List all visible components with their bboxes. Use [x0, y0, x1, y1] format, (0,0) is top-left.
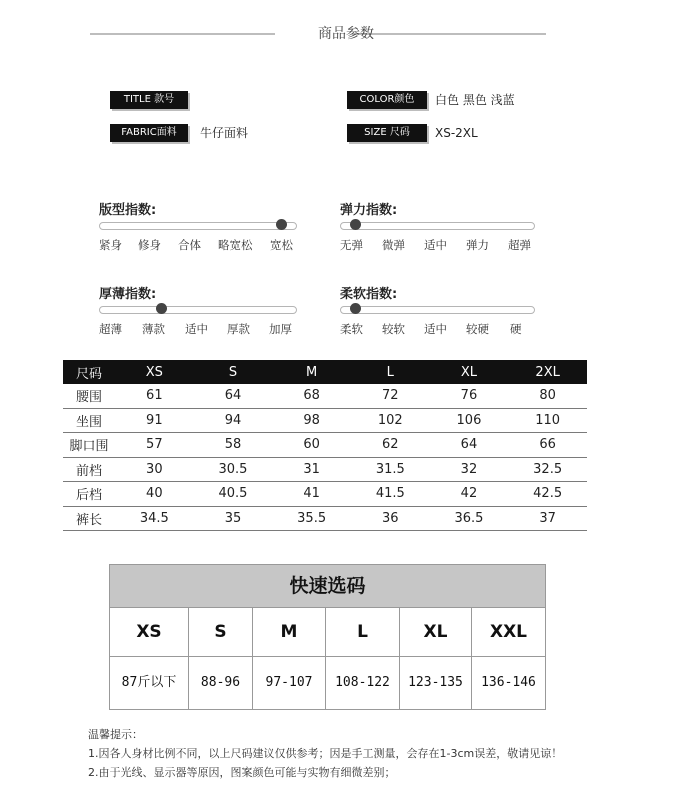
table-row	[63, 384, 587, 408]
fit-label: 修身	[138, 238, 161, 252]
table-cell: 30.5	[194, 457, 273, 482]
quick-weight-cell: 108-122	[326, 656, 400, 709]
fit-index-track	[99, 222, 297, 230]
quick-size-cell: XL	[400, 607, 472, 656]
table-cell: 32.5	[508, 457, 587, 482]
notes-line: 2.由于光线、显示器等原因，图案颜色可能与实物有细微差别；	[88, 766, 396, 779]
table-cell: 40.5	[194, 482, 273, 507]
softness-index-track	[340, 306, 535, 314]
table-cell: 34.5	[115, 506, 194, 531]
fabric-value: 牛仔面料	[200, 126, 249, 140]
size-value: XS-2XL	[435, 126, 478, 140]
table-cell: 腰围	[63, 384, 115, 408]
size-table-header-row	[63, 360, 587, 384]
size-table-header: XL	[430, 360, 509, 384]
size-table-header: S	[194, 360, 273, 384]
stretch-index-track	[340, 222, 535, 230]
table-cell: 脚口围	[63, 433, 115, 458]
table-cell: 36.5	[430, 506, 509, 531]
table-cell: 80	[508, 384, 587, 408]
quick-size-cell: XXL	[472, 607, 545, 656]
table-cell: 102	[351, 408, 430, 433]
quick-weight-cell: 123-135	[400, 656, 472, 709]
quick-weight-cell: 136-146	[472, 656, 545, 709]
thickness-label: 加厚	[269, 322, 292, 336]
table-cell: 后档	[63, 482, 115, 507]
stretch-label: 超弹	[508, 238, 531, 252]
size-table-header: L	[351, 360, 430, 384]
softness-label: 柔软	[340, 322, 363, 336]
quick-weight-cell: 97-107	[253, 656, 326, 709]
table-cell: 裤长	[63, 506, 115, 531]
page-title: 商品参数	[318, 26, 374, 42]
fit-label: 合体	[178, 238, 201, 252]
softness-index-knob	[350, 303, 361, 314]
fit-label: 紧身	[99, 238, 122, 252]
quick-select-box	[109, 564, 546, 710]
thickness-label: 超薄	[99, 322, 122, 336]
table-row	[63, 408, 587, 433]
fit-index-title: 版型指数:	[99, 203, 157, 218]
stretch-label: 无弹	[340, 238, 363, 252]
table-cell: 42	[430, 482, 509, 507]
notes	[88, 725, 562, 782]
table-cell: 坐围	[63, 408, 115, 433]
table-cell: 64	[194, 384, 273, 408]
softness-label: 较硬	[466, 322, 489, 336]
table-cell: 57	[115, 433, 194, 458]
quick-weight-cell: 87斤以下	[110, 656, 189, 709]
size-table	[63, 360, 587, 531]
table-row	[63, 433, 587, 458]
fit-label: 宽松	[270, 238, 293, 252]
table-cell: 110	[508, 408, 587, 433]
thickness-label: 适中	[185, 322, 208, 336]
table-cell: 31.5	[351, 457, 430, 482]
table-cell: 30	[115, 457, 194, 482]
size-table-header: M	[272, 360, 351, 384]
table-cell: 前档	[63, 457, 115, 482]
table-row	[63, 506, 587, 531]
color-tag: COLOR颜色	[347, 91, 427, 109]
thickness-index-track	[99, 306, 297, 314]
stretch-label: 微弹	[382, 238, 405, 252]
softness-index-title: 柔软指数:	[340, 287, 398, 302]
table-cell: 94	[194, 408, 273, 433]
stretch-label: 适中	[424, 238, 447, 252]
table-cell: 35.5	[272, 506, 351, 531]
title-tag: TITLE 款号	[110, 91, 188, 109]
table-cell: 42.5	[508, 482, 587, 507]
table-cell: 35	[194, 506, 273, 531]
thickness-label: 厚款	[227, 322, 250, 336]
table-cell: 31	[272, 457, 351, 482]
size-tag: SIZE 尺码	[347, 124, 427, 142]
table-row	[63, 457, 587, 482]
thickness-index-knob	[156, 303, 167, 314]
table-row	[63, 482, 587, 507]
table-cell: 66	[508, 433, 587, 458]
table-cell: 41	[272, 482, 351, 507]
table-cell: 62	[351, 433, 430, 458]
notes-heading: 温馨提示：	[88, 728, 143, 741]
softness-label: 硬	[510, 322, 522, 336]
quick-size-cell: L	[326, 607, 400, 656]
table-cell: 106	[430, 408, 509, 433]
table-cell: 64	[430, 433, 509, 458]
table-cell: 60	[272, 433, 351, 458]
stretch-index-title: 弹力指数:	[340, 203, 398, 218]
table-cell: 32	[430, 457, 509, 482]
quick-weight-cell: 88-96	[189, 656, 253, 709]
quick-size-cell: M	[253, 607, 326, 656]
fabric-tag: FABRIC面料	[110, 124, 188, 142]
fit-label: 略宽松	[218, 238, 253, 252]
table-cell: 91	[115, 408, 194, 433]
table-cell: 41.5	[351, 482, 430, 507]
table-cell: 68	[272, 384, 351, 408]
table-cell: 40	[115, 482, 194, 507]
fit-index-knob	[276, 219, 287, 230]
stretch-index-knob	[350, 219, 361, 230]
notes-line: 1.因各人身材比例不同，以上尺码建议仅供参考；因是手工测量，会存在1-3cm误差，敬请见谅！	[88, 747, 563, 760]
color-value: 白色 黑色 浅蓝	[435, 93, 515, 107]
quick-size-cell: XS	[110, 607, 189, 656]
size-table-header: XS	[115, 360, 194, 384]
thickness-index-title: 厚薄指数:	[99, 287, 157, 302]
table-cell: 72	[351, 384, 430, 408]
quick-select-title: 快速选码	[110, 565, 545, 607]
stretch-label: 弹力	[466, 238, 489, 252]
thickness-label: 薄款	[142, 322, 165, 336]
table-cell: 36	[351, 506, 430, 531]
table-cell: 37	[508, 506, 587, 531]
size-table-header: 2XL	[508, 360, 587, 384]
table-cell: 58	[194, 433, 273, 458]
table-cell: 61	[115, 384, 194, 408]
table-cell: 98	[272, 408, 351, 433]
softness-label: 较软	[382, 322, 405, 336]
size-table-header: 尺码	[63, 360, 115, 384]
quick-size-cell: S	[189, 607, 253, 656]
softness-label: 适中	[424, 322, 447, 336]
table-cell: 76	[430, 384, 509, 408]
